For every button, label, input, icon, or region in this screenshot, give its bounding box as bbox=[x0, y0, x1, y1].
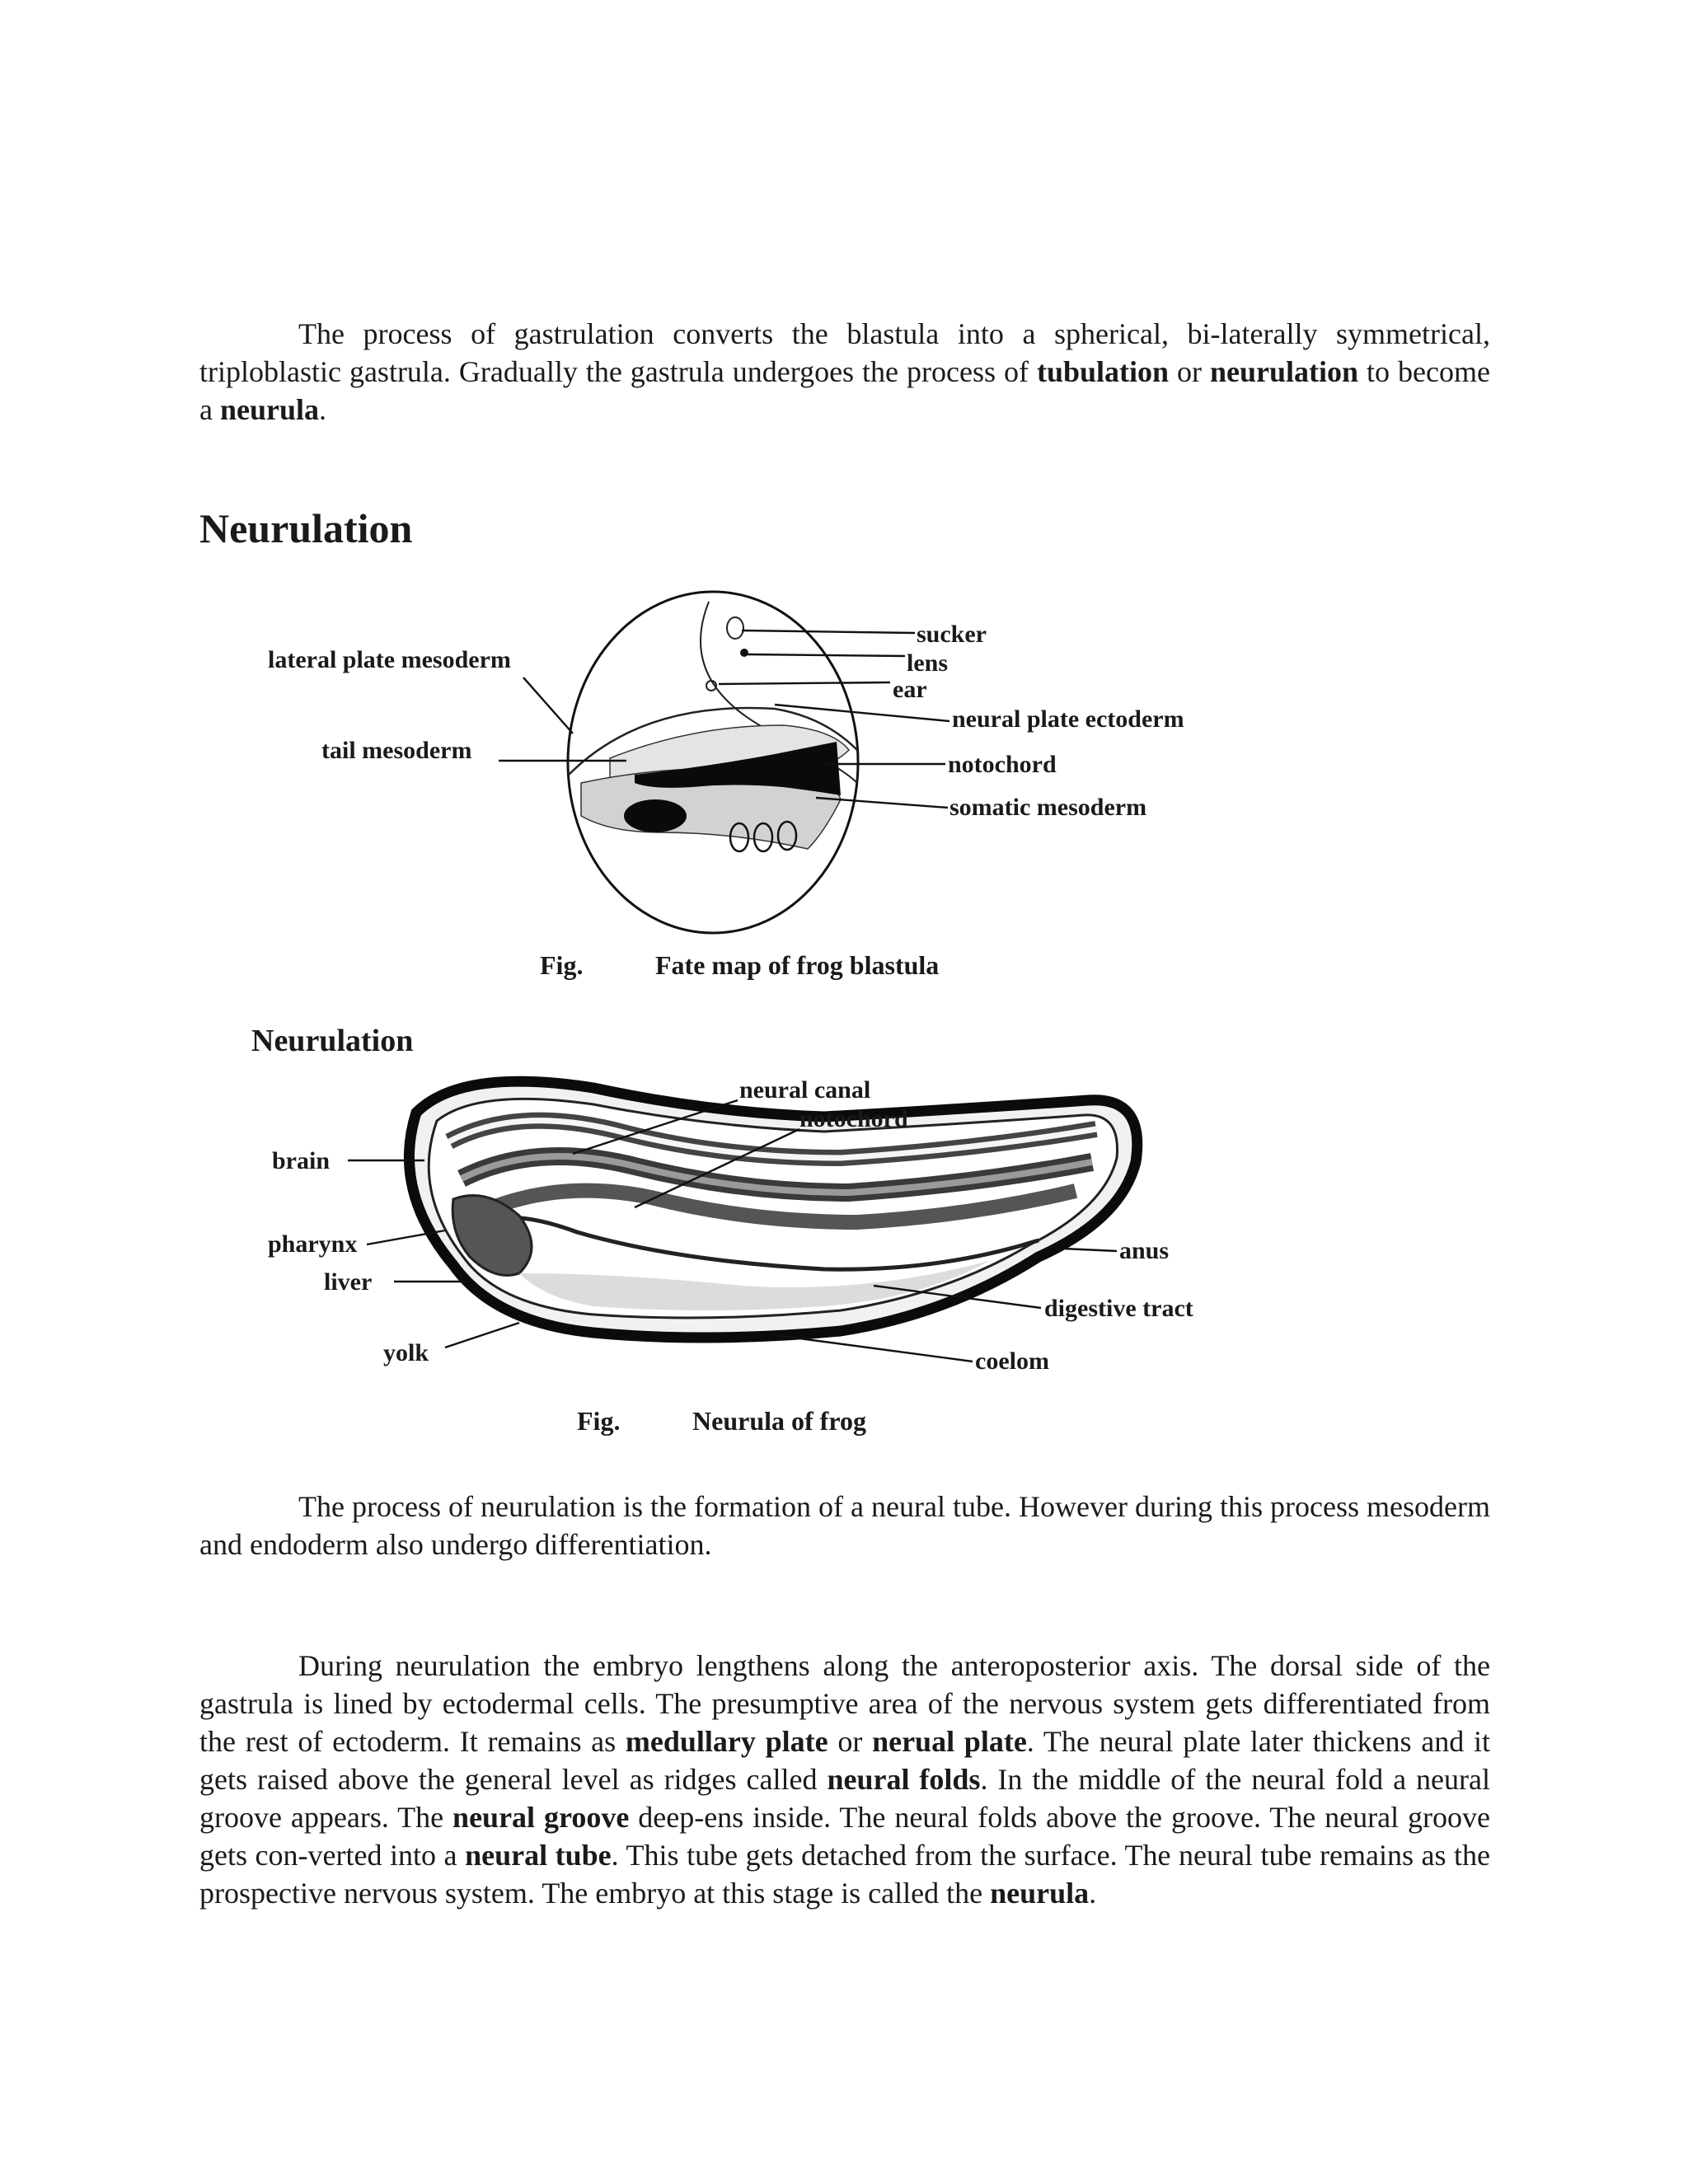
process-text-7: . bbox=[1089, 1877, 1097, 1910]
label-lateral-plate-mesoderm: lateral plate mesoderm bbox=[268, 646, 511, 673]
term-neurula-2: neurula bbox=[990, 1877, 1090, 1910]
neurulation-definition-paragraph bbox=[199, 1488, 1490, 1563]
label-neural-plate-ectoderm: neural plate ectoderm bbox=[952, 705, 1184, 733]
fig2-caption-prefix: Fig. bbox=[577, 1406, 621, 1436]
label-liver: liver bbox=[324, 1268, 373, 1296]
process-text-3: . The neural plate later thickens and it gets raised above the general level as ridges called bbox=[199, 1725, 1491, 1796]
term-neural-tube: neural tube bbox=[465, 1839, 612, 1872]
term-tubulation: tubulation bbox=[1036, 355, 1170, 388]
term-neurulation: neurulation bbox=[1210, 355, 1359, 388]
process-text-1: During neurulation the embryo lengthens along the anteroposterior axis. The dorsal side of the gastrula is lined by ectodermal cells. The presumptive area of the nervous system gets differentiated from the rest of ectoderm. It remains as bbox=[199, 1649, 1490, 1758]
label-digestive-tract: digestive tract bbox=[1044, 1295, 1193, 1322]
process-text-4: . In the middle of the neural fold a neural groove appears. The bbox=[199, 1763, 1490, 1834]
intro-text-mid: to become a bbox=[199, 355, 1490, 426]
fig2-title: Neurulation bbox=[251, 1024, 414, 1058]
figure-neurula bbox=[247, 1010, 1319, 1455]
section-heading: Neurulation bbox=[199, 505, 413, 551]
label-notochord-2: notochord bbox=[799, 1105, 908, 1132]
process-text-6: . This tube gets detached from the surface. The neural tube remains as the prospective nervous system. The embryo at this stage is called the bbox=[199, 1839, 1491, 1910]
term-neural-groove: neural groove bbox=[452, 1801, 630, 1834]
figure-fate-map bbox=[247, 585, 1319, 997]
label-somatic-mesoderm: somatic mesoderm bbox=[950, 794, 1147, 821]
definition-text: The process of neurulation is the formation of a neural tube. However during this process mesoderm and endoderm also undergo differentiation. bbox=[199, 1490, 1490, 1561]
process-text-5: deep-ens inside. The neural folds above the groove. The neural groove gets con-verted into a bbox=[199, 1801, 1491, 1872]
label-lens: lens bbox=[907, 649, 949, 677]
intro-text-or: or bbox=[1169, 355, 1211, 388]
fig1-caption-prefix: Fig. bbox=[540, 950, 584, 980]
neurula-diagram bbox=[247, 1010, 1319, 1455]
term-nerual-plate: nerual plate bbox=[872, 1725, 1027, 1758]
intro-paragraph bbox=[199, 315, 1490, 429]
neurulation-process-paragraph bbox=[199, 1647, 1490, 1912]
intro-text-end: . bbox=[319, 393, 327, 426]
label-ear: ear bbox=[893, 676, 927, 703]
label-anus: anus bbox=[1119, 1237, 1170, 1264]
process-text-2: or bbox=[828, 1725, 873, 1758]
fate-map-diagram bbox=[247, 585, 1319, 997]
term-neural-folds: neural folds bbox=[827, 1763, 981, 1796]
label-yolk: yolk bbox=[383, 1339, 429, 1366]
label-sucker: sucker bbox=[917, 621, 987, 648]
label-pharynx: pharynx bbox=[268, 1230, 358, 1258]
label-brain: brain bbox=[272, 1147, 331, 1174]
intro-text: The process of gastrulation converts the blastula into a spherical, bi-laterally symmetrical, triploblastic gastrula. Gradually the gastrula undergoes the process of bbox=[199, 317, 1490, 388]
label-neural-canal: neural canal bbox=[739, 1076, 871, 1104]
fig2-caption: Neurula of frog bbox=[692, 1406, 866, 1436]
fig1-caption: Fate map of frog blastula bbox=[655, 950, 940, 980]
label-coelom: coelom bbox=[975, 1347, 1049, 1375]
term-medullary-plate: medullary plate bbox=[625, 1725, 828, 1758]
label-notochord: notochord bbox=[948, 751, 1057, 778]
term-neurula: neurula bbox=[219, 393, 320, 426]
black-blob bbox=[624, 799, 687, 832]
label-tail-mesoderm: tail mesoderm bbox=[321, 737, 472, 764]
